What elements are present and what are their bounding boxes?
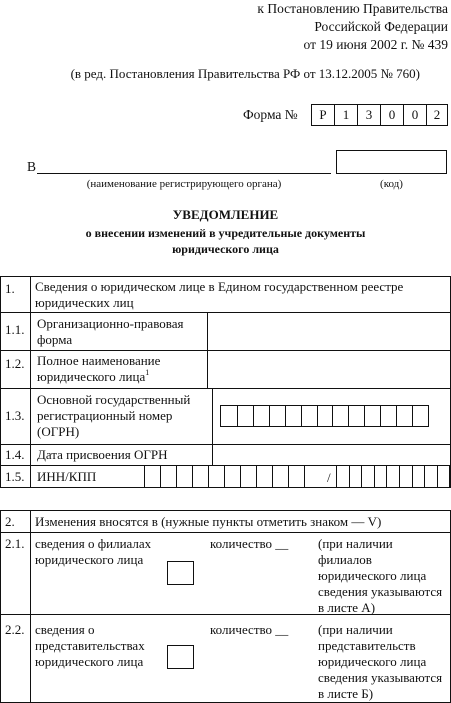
row-label-org-form: Организационно-правовая форма <box>37 316 184 347</box>
header-line-2: Российской Федерации <box>314 19 448 34</box>
row-num: 1.2. <box>5 356 25 371</box>
ogrn-date-field[interactable] <box>213 445 450 465</box>
form-code-char: 0 <box>380 104 404 126</box>
ogrn-cell-divider <box>269 406 270 426</box>
ogrn-cell-divider <box>348 406 349 426</box>
kpp-cell-divider <box>349 466 350 487</box>
inn-kpp-field[interactable] <box>144 466 450 487</box>
section-2-title: Изменения вносятся в (нужные пункты отметить знаком — V) <box>35 514 382 529</box>
row-label-full-name <box>37 353 187 385</box>
doc-subtitle-1: о внесении изменений в учредительные документы <box>85 226 366 240</box>
ogrn-cell-divider <box>285 406 286 426</box>
ogrn-cell-divider <box>301 406 302 426</box>
row-num: 1.3. <box>5 408 25 423</box>
ogrn-cell-divider <box>412 406 413 426</box>
ogrn-cell-divider <box>364 406 365 426</box>
ogrn-cell-divider <box>380 406 381 426</box>
section-1-title: Сведения о юридическом лице в Едином государственном реестре юридических лиц <box>35 279 404 310</box>
inn-cell-divider <box>192 466 193 487</box>
row-label-ogrn-date: Дата присвоения ОГРН <box>37 447 168 462</box>
form-code-char: 0 <box>403 104 427 126</box>
header-line-1: к Постановлению Правительства <box>257 1 448 16</box>
kpp-cell-divider <box>386 466 387 487</box>
representations-checkbox[interactable] <box>167 645 194 669</box>
header-line-3: от 19 июня 2002 г. № 439 <box>303 37 448 52</box>
form-label: Форма № <box>243 107 298 122</box>
section-1-num: 1. <box>5 281 15 296</box>
kpp-cell-divider <box>424 466 425 487</box>
inn-kpp-separator: / <box>327 470 331 485</box>
org-caption: (наименование регистрирующего органа) <box>86 178 282 190</box>
form-code-boxes <box>311 104 448 126</box>
code-caption: (код) <box>380 178 403 190</box>
inn-cell-divider <box>176 466 177 487</box>
inn-cell-divider <box>288 466 289 487</box>
form-code-char: 1 <box>334 104 358 126</box>
inn-cell-divider <box>144 466 145 487</box>
inn-cell-divider <box>272 466 273 487</box>
inn-cell-divider <box>224 466 225 487</box>
row-label-inn-kpp: ИНН/КПП <box>37 469 97 484</box>
form-code-char: Р <box>311 104 335 126</box>
ogrn-field[interactable] <box>220 405 429 427</box>
inn-cell-divider <box>304 466 305 487</box>
ogrn-cell-divider <box>253 406 254 426</box>
kpp-cell-divider <box>399 466 400 487</box>
row-num: 2.1. <box>5 536 25 551</box>
form-code-char: 2 <box>426 104 448 126</box>
revision-note: (в ред. Постановления Правительства РФ от 13.12.2005 № 760) <box>70 66 420 81</box>
kpp-cell-divider <box>361 466 362 487</box>
row-label-representations: сведения о представительствах юридического лица <box>35 622 145 669</box>
row-label-ogrn: Основной государственный регистрационный номер (ОГРН) <box>37 392 191 439</box>
branches-note: (при наличии филиалов юридического лица сведения указываются в листе А) <box>318 536 443 615</box>
ogrn-cell-divider <box>396 406 397 426</box>
inn-cell-divider <box>208 466 209 487</box>
representations-quantity: количество __ <box>210 622 289 637</box>
inn-cell-divider <box>160 466 161 487</box>
branches-checkbox[interactable] <box>167 561 194 585</box>
footnote-mark: 1 <box>145 368 150 377</box>
org-code-field[interactable] <box>336 150 447 174</box>
row-label-branches: сведения о филиалах юридического лица <box>35 536 152 567</box>
ogrn-cell-divider <box>332 406 333 426</box>
recipient-prefix: В <box>27 159 37 174</box>
doc-subtitle-2: юридического лица <box>172 242 279 256</box>
kpp-cell-divider <box>336 466 337 487</box>
form-code-char: 3 <box>357 104 381 126</box>
row-num: 1.1. <box>5 322 25 337</box>
ogrn-cell-divider <box>317 406 318 426</box>
org-form-field[interactable] <box>208 313 450 350</box>
kpp-cell-divider <box>374 466 375 487</box>
row-label-full-name-text: Полное наименование юридического лица <box>37 353 161 384</box>
inn-cell-divider <box>256 466 257 487</box>
branches-quantity: количество __ <box>210 536 289 551</box>
inn-cell-divider <box>240 466 241 487</box>
full-name-field[interactable] <box>208 351 450 388</box>
org-name-line[interactable] <box>37 173 331 174</box>
doc-title: УВЕДОМЛЕНИЕ <box>172 207 279 222</box>
row-num: 2.2. <box>5 622 25 637</box>
ogrn-cell-divider <box>237 406 238 426</box>
kpp-cell-divider <box>412 466 413 487</box>
row-num: 1.4. <box>5 447 25 462</box>
row-num: 1.5. <box>5 469 25 484</box>
kpp-cell-divider <box>449 466 450 487</box>
representations-note: (при наличии представительств юридического лица сведения указываются в листе Б) <box>318 622 443 701</box>
section-2-num: 2. <box>5 514 15 529</box>
kpp-cell-divider <box>437 466 438 487</box>
